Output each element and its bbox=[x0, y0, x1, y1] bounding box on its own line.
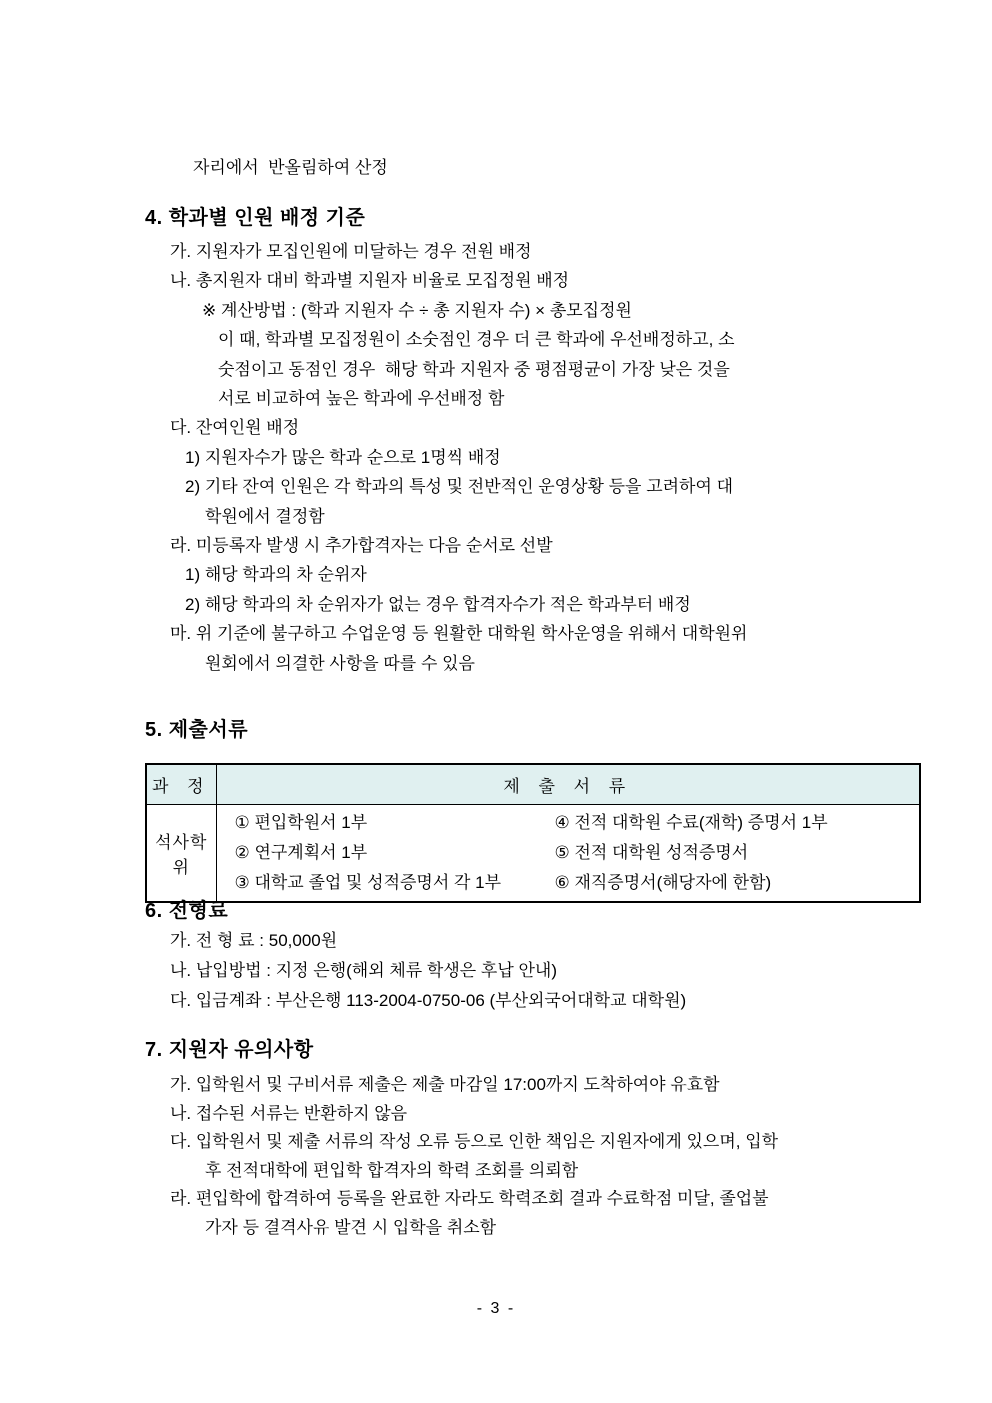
documents-table bbox=[145, 763, 921, 903]
course-cell: 석사학위 bbox=[146, 804, 216, 902]
section-4 bbox=[145, 204, 945, 678]
doc-item: ③ 대학교 졸업 및 성적증명서 각 1부 bbox=[234, 872, 502, 892]
s7-line: 후 전적대학에 편입학 합격자의 학력 조회를 의뢰함 bbox=[205, 1160, 579, 1180]
s4-line: 1) 지원자수가 많은 학과 순으로 1명씩 배정 bbox=[185, 447, 501, 467]
section-7-title: 7. 지원자 유의사항 bbox=[145, 1039, 314, 1061]
s4-line: 1) 해당 학과의 차 순위자 bbox=[185, 565, 367, 585]
section-4-title: 4. 학과별 인원 배정 기준 bbox=[145, 207, 366, 229]
s4-line: 다. 잔여인원 배정 bbox=[170, 418, 300, 438]
documents-table-body-row bbox=[146, 804, 920, 902]
s7-line: 나. 접수된 서류는 반환하지 않음 bbox=[170, 1103, 408, 1123]
documents-cell bbox=[216, 804, 920, 902]
s4-line: 라. 미등록자 발생 시 추가합격자는 다음 순서로 선발 bbox=[170, 536, 553, 556]
s7-line: 라. 편입학에 합격하여 등록을 완료한 자라도 학력조회 결과 수료학점 미달, 졸업불 bbox=[170, 1189, 769, 1208]
s4-line: 2) 해당 학과의 차 순위자가 없는 경우 합격자수가 적은 학과부터 배정 bbox=[185, 594, 691, 614]
header-cell-documents: 제 출 서 류 bbox=[216, 764, 920, 804]
doc-item: ② 연구계획서 1부 bbox=[234, 842, 368, 862]
s4-line: 마. 위 기준에 불구하고 수업운영 등 원활한 대학원 학사운영을 위해서 대학원위 bbox=[170, 624, 748, 644]
s4-line: 학원에서 결정함 bbox=[205, 506, 325, 526]
doc-item: ① 편입학원서 1부 bbox=[234, 812, 368, 832]
section-6-title: 6. 전형료 bbox=[145, 900, 229, 922]
section-5-title: 5. 제출서류 bbox=[145, 719, 249, 741]
section-4-body bbox=[145, 237, 945, 678]
s4-line: ※ 계산방법 : (학과 지원자 수 ÷ 총 지원자 수) × 총모집정원 bbox=[202, 300, 632, 320]
documents-table-header-row bbox=[146, 764, 920, 804]
header-cell-course: 과 정 bbox=[146, 764, 216, 804]
documents-grid bbox=[235, 808, 914, 898]
s6-line: 가. 전 형 료 : 50,000원 bbox=[170, 931, 338, 950]
s4-line: 원회에서 의결한 사항을 따를 수 있음 bbox=[205, 653, 475, 673]
section-6 bbox=[145, 897, 965, 1016]
s6-line: 다. 입금계좌 : 부산은행 113-2004-0750-06 (부산외국어대학교 대학원) bbox=[170, 991, 687, 1010]
section-7 bbox=[145, 1036, 975, 1242]
s4-line: 이 때, 학과별 모집정원이 소숫점인 경우 더 큰 학과에 우선배정하고, 소 bbox=[218, 330, 735, 350]
s7-line: 다. 입학원서 및 제출 서류의 작성 오류 등으로 인한 책임은 지원자에게 있으며, 입학 bbox=[170, 1132, 779, 1151]
intro-line: 자리에서 반올림하여 산정 bbox=[193, 158, 388, 177]
s4-line: 숫점이고 동점인 경우 해당 학과 지원자 중 평점평균이 가장 낮은 것을 bbox=[218, 359, 730, 379]
s7-line: 가. 입학원서 및 구비서류 제출은 제출 마감일 17:00까지 도착하여야 유효함 bbox=[170, 1075, 720, 1094]
doc-item: ④ 전적 대학원 수료(재학) 증명서 1부 bbox=[554, 812, 828, 832]
doc-item: ⑥ 재직증명서(해당자에 한함) bbox=[554, 872, 772, 892]
s7-line: 가자 등 결격사유 발견 시 입학을 취소함 bbox=[205, 1217, 497, 1237]
s6-line: 나. 납입방법 : 지정 은행(해외 체류 학생은 후납 안내) bbox=[170, 961, 557, 980]
s4-line: 나. 총지원자 대비 학과별 지원자 비율로 모집정원 배정 bbox=[170, 271, 570, 291]
doc-item: ⑤ 전적 대학원 성적증명서 bbox=[554, 842, 749, 862]
s4-line: 서로 비교하여 높은 학과에 우선배정 함 bbox=[218, 389, 505, 409]
s4-line: 가. 지원자가 모집인원에 미달하는 경우 전원 배정 bbox=[170, 242, 532, 261]
page-number: - 3 - bbox=[476, 1300, 516, 1317]
s4-line: 2) 기타 잔여 인원은 각 학과의 특성 및 전반적인 운영상황 등을 고려하여 대 bbox=[185, 477, 734, 497]
